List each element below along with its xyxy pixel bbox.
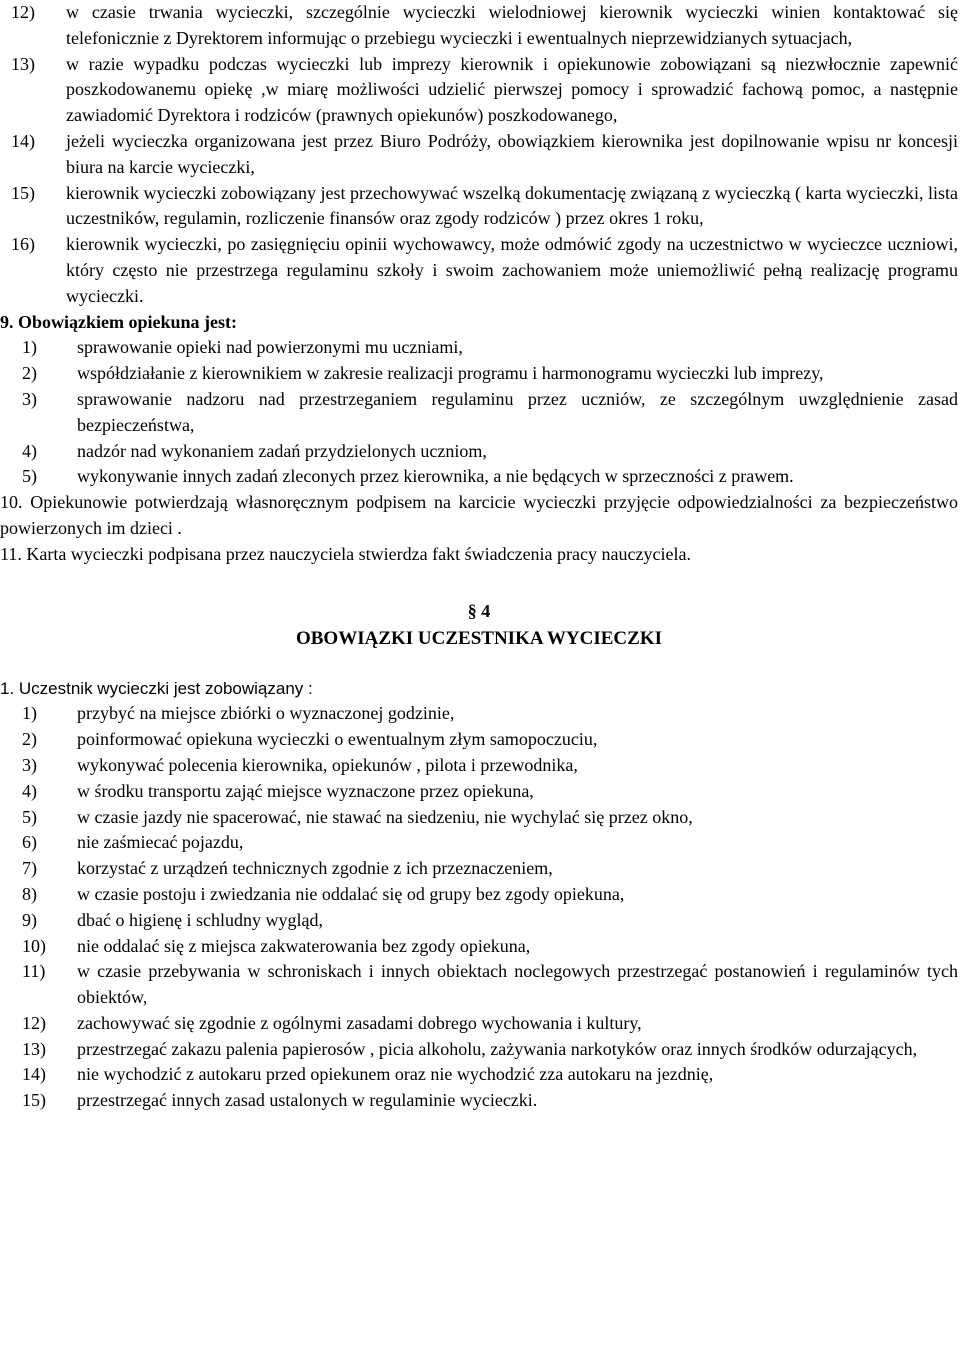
item-text: dbać o higienę i schludny wygląd,	[77, 909, 323, 930]
item-number: 2)	[22, 363, 37, 384]
section-title: OBOWIĄZKI UCZESTNIKA WYCIECZKI	[295, 627, 663, 649]
item-number: 15)	[22, 1090, 46, 1111]
list-item	[11, 52, 958, 129]
item-number: 9)	[22, 909, 37, 930]
item-number: 16)	[11, 234, 35, 255]
item-number: 12)	[11, 2, 35, 22]
item-text: nadzór nad wykonaniem zadań przydzielonych uczniom,	[77, 440, 487, 461]
list-item	[22, 779, 958, 805]
item-number: 12)	[22, 1012, 46, 1033]
paragraph-11: 11. Karta wycieczki podpisana przez nauczyciela stwierdza fakt świadczenia pracy nauczyciela.	[0, 543, 691, 564]
item-number: 4)	[22, 780, 37, 801]
list-item	[22, 335, 958, 361]
item-number: 15)	[11, 182, 35, 203]
item-number: 14)	[11, 130, 35, 151]
item-text: sprawowanie nadzoru nad przestrzeganiem regulaminu przez uczniów, ze szczególnym uwzględnienie zasad bezpieczeństwa,	[77, 388, 958, 435]
item-text: przestrzegać innych zasad ustalonych w regulaminie wycieczki.	[77, 1090, 538, 1111]
item-number: 13)	[22, 1038, 46, 1059]
list-item	[22, 727, 958, 753]
list-item	[11, 0, 958, 52]
item-text: wykonywanie innych zadań zleconych przez kierownika, a nie będących w sprzeczności z prawem.	[77, 466, 794, 487]
item-number: 14)	[22, 1064, 46, 1085]
item-number: 11)	[22, 961, 46, 982]
section-symbol: § 4	[467, 600, 491, 621]
list-item	[22, 753, 958, 779]
list-item	[22, 959, 958, 1011]
item-text: w czasie postoju i zwiedzania nie oddalać się od grupy bez zgody opiekuna,	[77, 883, 625, 904]
list-item	[22, 1062, 958, 1088]
item-number: 1)	[22, 703, 37, 724]
item-text: przybyć na miejsce zbiórki o wyznaczonej godzinie,	[77, 703, 455, 724]
item-text: wykonywać polecenia kierownika, opiekunów , pilota i przewodnika,	[77, 754, 578, 775]
item-text: współdziałanie z kierownikiem w zakresie realizacji programu i harmonogramu wycieczki lub imprezy,	[77, 363, 824, 384]
list-item	[11, 129, 958, 181]
top-list	[11, 0, 958, 310]
item-text: w czasie przebywania w schroniskach i innych obiektach noclegowych przestrzegać postanowień i regulaminów tych obiektów,	[77, 961, 958, 1008]
list-item	[22, 805, 958, 831]
section-9-list	[11, 335, 958, 490]
item-text: nie oddalać się z miejsca zakwaterowania bez zgody opiekuna,	[77, 935, 531, 956]
item-text: jeżeli wycieczka organizowana jest przez Biuro Podróży, obowiązkiem kierownika jest dopilnowanie wpisu nr koncesji biura na karcie wycieczki,	[66, 130, 958, 177]
list-item	[22, 439, 958, 465]
section-9-heading: 9. Obowiązkiem opiekuna jest:	[0, 311, 238, 332]
paragraph-10: 10. Opiekunowie potwierdzają własnoręcznym podpisem na karcicie wycieczki przyjęcie odpowiedzialności za bezpieczeństwo powierzonych im dzieci .	[0, 492, 958, 538]
item-text: kierownik wycieczki zobowiązany jest przechowywać wszelką dokumentację związaną z wycieczką ( karta wycieczki, lista uczestników, regulamin, rozliczenie finansów oraz zgody rodziców ) przez okres 1 roku,	[66, 182, 958, 229]
item-number: 3)	[22, 388, 37, 409]
participant-list	[11, 701, 958, 1114]
list-item	[22, 1037, 958, 1063]
list-item	[22, 701, 958, 727]
item-number: 6)	[22, 832, 37, 853]
item-text: w razie wypadku podczas wycieczki lub imprezy kierownik i opiekunowie zobowiązani są niezwłocznie zapewnić poszkodowanemu opiekę ,w miarę możliwości udzielić pierwszej pomocy i sprowadzić fachową pomoc, a następnie zawiadomić Dyrektora i rodziców (prawnych opiekunów) poszkodowanego,	[66, 53, 958, 126]
list-item	[22, 1088, 958, 1114]
item-number: 8)	[22, 883, 37, 904]
list-item	[11, 232, 958, 309]
item-number: 4)	[22, 440, 37, 461]
list-item	[22, 882, 958, 908]
item-text: w czasie trwania wycieczki, szczególnie wycieczki wielodniowej kierownik wycieczki winien kontaktować się telefonicznie z Dyrektorem informując o przebiegu wycieczki i ewentualnych nieprzewidzianych sytuacjach,	[66, 2, 958, 48]
item-number: 2)	[22, 729, 37, 750]
item-number: 5)	[22, 806, 37, 827]
item-number: 5)	[22, 466, 37, 487]
list-item	[22, 387, 958, 439]
item-text: w czasie jazdy nie spacerować, nie stawać na siedzeniu, nie wychylać się przez okno,	[77, 806, 693, 827]
list-item	[22, 361, 958, 387]
item-number: 13)	[11, 53, 35, 74]
item-number: 10)	[22, 935, 46, 956]
list-item	[22, 856, 958, 882]
item-number: 1)	[22, 337, 37, 358]
list-item	[22, 908, 958, 934]
item-text: korzystać z urządzeń technicznych zgodnie z ich przeznaczeniem,	[77, 858, 553, 879]
list-item	[22, 830, 958, 856]
item-text: przestrzegać zakazu palenia papierosów , picia alkoholu, zażywania narkotyków oraz innych środków odurzających,	[77, 1038, 918, 1059]
item-number: 7)	[22, 858, 37, 879]
item-text: kierownik wycieczki, po zasięgnięciu opinii wychowawcy, może odmówić zgody na uczestnictwo w wycieczce uczniowi, który często nie przestrzega regulaminu szkoły i swoim zachowaniem może uniemożliwić pełną realizację programu wycieczki.	[66, 234, 958, 306]
item-text: poinformować opiekuna wycieczki o ewentualnym złym samopoczuciu,	[77, 729, 598, 750]
item-text: w środku transportu zająć miejsce wyznaczone przez opiekuna,	[77, 780, 534, 801]
item-number: 3)	[22, 754, 37, 775]
item-text: nie zaśmiecać pojazdu,	[77, 832, 244, 853]
list-item	[11, 181, 958, 233]
participant-intro: 1. Uczestnik wycieczki jest zobowiązany :	[0, 678, 313, 698]
list-item	[22, 934, 958, 960]
item-text: nie wychodzić z autokaru przed opiekunem oraz nie wychodzić zza autokaru na jezdnię,	[77, 1064, 714, 1085]
item-text: zachowywać się zgodnie z ogólnymi zasadami dobrego wychowania i kultury,	[77, 1012, 642, 1033]
list-item	[22, 1011, 958, 1037]
list-item	[22, 464, 958, 490]
item-text: sprawowanie opieki nad powierzonymi mu uczniami,	[77, 337, 463, 358]
